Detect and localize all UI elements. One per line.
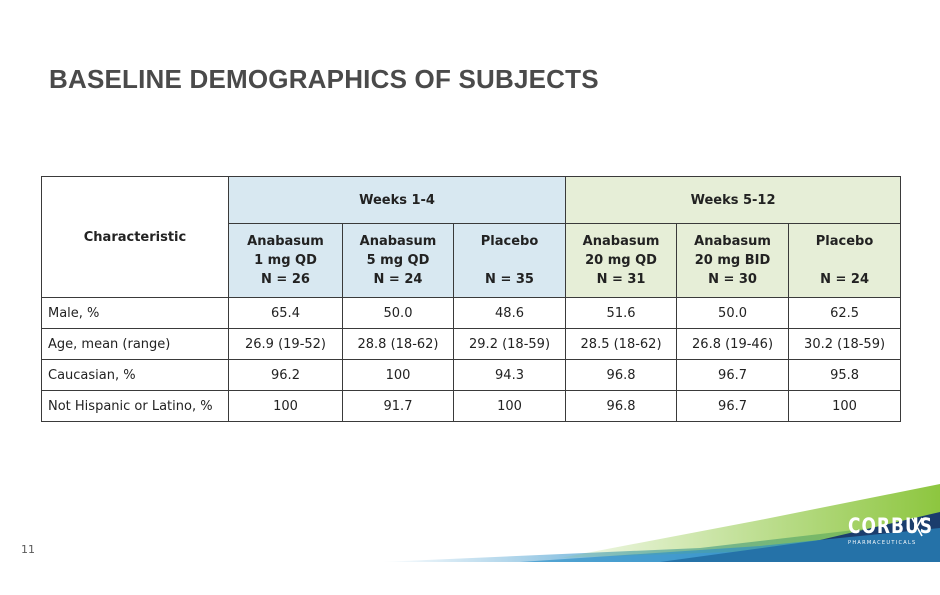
- table-cell: 30.2 (18-59): [789, 329, 901, 360]
- logo-mark-icon: [910, 516, 924, 538]
- table-cell: 95.8: [789, 360, 901, 391]
- column-header-n: N = 30: [708, 272, 757, 287]
- column-header-dose: 20 mg QD: [585, 253, 657, 268]
- slide-title: BASELINE DEMOGRAPHICS OF SUBJECTS: [49, 64, 599, 94]
- row-label: Caucasian, %: [42, 360, 229, 391]
- table-cell: 96.7: [677, 360, 789, 391]
- table-cell: 26.8 (19-46): [677, 329, 789, 360]
- table-cell: 91.7: [343, 391, 454, 422]
- table-cell: 62.5: [789, 298, 901, 329]
- column-header-drug: Anabasum: [247, 234, 324, 249]
- table-cell: 96.8: [566, 360, 677, 391]
- column-header-n: N = 24: [373, 272, 423, 287]
- column-header-drug: Anabasum: [694, 234, 771, 249]
- table-cell: 96.7: [677, 391, 789, 422]
- table-cell: 100: [789, 391, 901, 422]
- logo-wordmark: CORBUS: [848, 514, 934, 539]
- corbus-logo: [832, 514, 934, 554]
- table-cell: 48.6: [454, 298, 566, 329]
- column-header-drug: Placebo: [815, 234, 874, 249]
- table-cell: 29.2 (18-59): [454, 329, 566, 360]
- table-cell: 65.4: [229, 298, 343, 329]
- table-cell: 50.0: [343, 298, 454, 329]
- characteristic-header: Characteristic: [42, 177, 229, 298]
- column-header-n: N = 31: [596, 272, 646, 287]
- table-cell: 100: [229, 391, 343, 422]
- column-header-dose: 5 mg QD: [366, 253, 430, 268]
- table-cell: 28.5 (18-62): [566, 329, 677, 360]
- column-header-dose: 20 mg BID: [694, 253, 771, 268]
- table-cell: 96.2: [229, 360, 343, 391]
- logo-tagline: PHARMACEUTICALS: [848, 540, 917, 546]
- row-label: Age, mean (range): [42, 329, 229, 360]
- table-cell: 51.6: [566, 298, 677, 329]
- table-cell: 28.8 (18-62): [343, 329, 454, 360]
- table-cell: 100: [454, 391, 566, 422]
- column-header-n: N = 24: [820, 272, 869, 287]
- column-header-n: N = 26: [261, 272, 310, 287]
- row-label: Not Hispanic or Latino, %: [42, 391, 229, 422]
- group-header-weeks-1-4: Weeks 1-4: [229, 177, 566, 224]
- column-header-drug: Anabasum: [582, 234, 660, 249]
- table-cell: 26.9 (19-52): [229, 329, 343, 360]
- table-cell: 96.8: [566, 391, 677, 422]
- column-header-drug: Placebo: [480, 234, 539, 249]
- row-label: Male, %: [42, 298, 229, 329]
- table-cell: 100: [343, 360, 454, 391]
- group-header-weeks-5-12: Weeks 5-12: [566, 177, 901, 224]
- column-header-n: N = 35: [485, 272, 534, 287]
- column-header-drug: Anabasum: [359, 234, 437, 249]
- table-cell: 50.0: [677, 298, 789, 329]
- page-number: 11: [21, 543, 35, 556]
- column-header-dose: 1 mg QD: [254, 253, 317, 268]
- table-cell: 94.3: [454, 360, 566, 391]
